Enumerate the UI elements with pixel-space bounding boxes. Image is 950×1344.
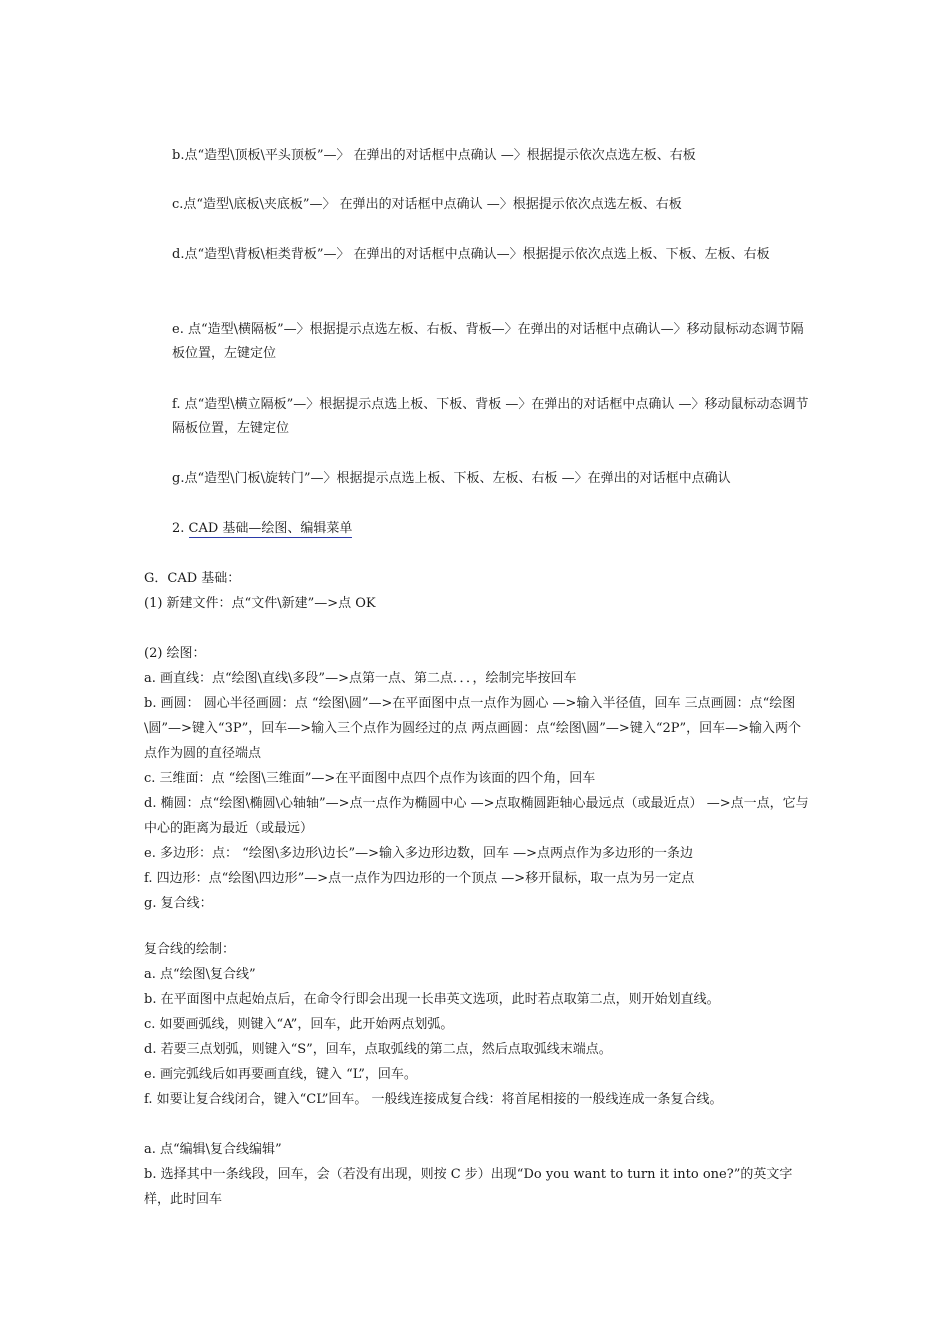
step-text: d.点“造型\背板\柜类背板”—〉 在弹出的对话框中点确认—〉根据提示依次点选上板、下板、左板、右板 — [172, 247, 770, 262]
step-e-horizontal-divider — [172, 318, 812, 366]
polyline-draw-item: a. 点“绘图\复合线” — [144, 967, 256, 982]
step-f-vertical-divider — [172, 393, 812, 441]
draw-item-polyline: g. 复合线： — [144, 896, 213, 911]
step-b-top-board — [172, 144, 812, 168]
polyline-draw-section — [144, 937, 812, 1112]
draw-item-3dface: c. 三维面：点 “绘图\三维面”—>在平面图中点四个点作为该面的四个角，回车 — [144, 771, 596, 786]
step-text: g.点“造型\门板\旋转门”—〉根据提示点选上板、下板、左板、右板 —〉在弹出的对话框中点确认 — [172, 471, 731, 486]
step-text: f. 点“造型\横立隔板”—〉根据提示点选上板、下板、背板 —〉在弹出的对话框中点确认 —〉移动鼠标动态调节隔板位置，左键定位 — [172, 397, 809, 436]
polyline-draw-item: d. 若要三点划弧，则键入“S”，回车，点取弧线的第二点，然后点取弧线末端点。 — [144, 1042, 612, 1057]
cad-basics-heading: G．CAD 基础： — [144, 571, 241, 586]
new-file-step: (1) 新建文件：点“文件\新建”—>点 OK — [144, 596, 376, 611]
polyline-draw-item: b. 在平面图中点起始点后，在命令行即会出现一长串英文选项，此时若点取第二点，则开始划直线。 — [144, 992, 720, 1007]
polyline-draw-item: c. 如要画弧线，则键入“A”，回车，此开始两点划弧。 — [144, 1017, 454, 1032]
cad-basics-section — [144, 566, 812, 616]
section-number: 2. — [172, 521, 189, 536]
section-link-cad-basics[interactable]: CAD 基础—绘图、编辑菜单 — [188, 521, 353, 536]
step-text: b.点“造型\顶板\平头顶板”—〉 在弹出的对话框中点确认 —〉根据提示依次点选左板、右板 — [172, 148, 696, 163]
polyline-edit-item: a. 点“编辑\复合线编辑” — [144, 1142, 282, 1157]
draw-item-circle: b. 画圆： 圆心半径画圆：点 “绘图\圆”—>在平面图中点一点作为圆心 —>输入半径值，回车 三点画圆：点“绘图\圆”—>键入“3P”，回车—>输入三个点作为圆经过的点 两点画圆：点“绘图\圆”—>键入“2P”，回车—>输入两个点作为圆的直径端点 — [144, 696, 802, 761]
step-text: e. 点“造型\横隔板”—〉根据提示点选左板、右板、背板—〉在弹出的对话框中点确认—〉移动鼠标动态调节隔板位置，左键定位 — [172, 322, 804, 361]
draw-item-quad: f. 四边形：点“绘图\四边形”—>点一点作为四边形的一个顶点 —>移开鼠标，取一点为另一定点 — [144, 871, 695, 886]
polyline-edit-item: b. 选择其中一条线段，回车，会（若没有出现，则按 C 步）出现“Do you want to turn it into one?”的英文字样，此时回车 — [144, 1167, 793, 1207]
draw-heading: (2) 绘图： — [144, 646, 206, 661]
polyline-draw-item: e. 画完弧线后如再要画直线，键入 “L”，回车。 — [144, 1067, 417, 1082]
draw-item-polygon: e. 多边形：点： “绘图\多边形\边长”—>输入多边形边数，回车 —>点两点作为多边形的一条边 — [144, 846, 694, 861]
polyline-draw-item: f. 如要让复合线闭合，键入“CL”回车。 一般线连接成复合线：将首尾相接的一般线连成一条复合线。 — [144, 1092, 723, 1107]
section-link-row — [172, 517, 812, 541]
draw-section — [144, 641, 812, 916]
polyline-edit-section — [144, 1137, 812, 1212]
draw-item-ellipse: d. 椭圆：点“绘图\椭圆\心轴轴”—>点一点作为椭圆中心 —>点取椭圆距轴心最远点（或最近点） —>点一点，它与中心的距离为最近（或最远） — [144, 796, 809, 836]
draw-item-line: a. 画直线：点“绘图\直线\多段”—>点第一点、第二点．．．，绘制完毕按回车 — [144, 671, 577, 686]
step-text: c.点“造型\底板\夹底板”—〉 在弹出的对话框中点确认 —〉根据提示依次点选左板、右板 — [172, 197, 682, 212]
step-c-bottom-board — [172, 193, 812, 217]
polyline-draw-heading: 复合线的绘制： — [144, 942, 236, 957]
step-g-door — [172, 467, 812, 491]
step-d-back-board — [172, 243, 812, 267]
